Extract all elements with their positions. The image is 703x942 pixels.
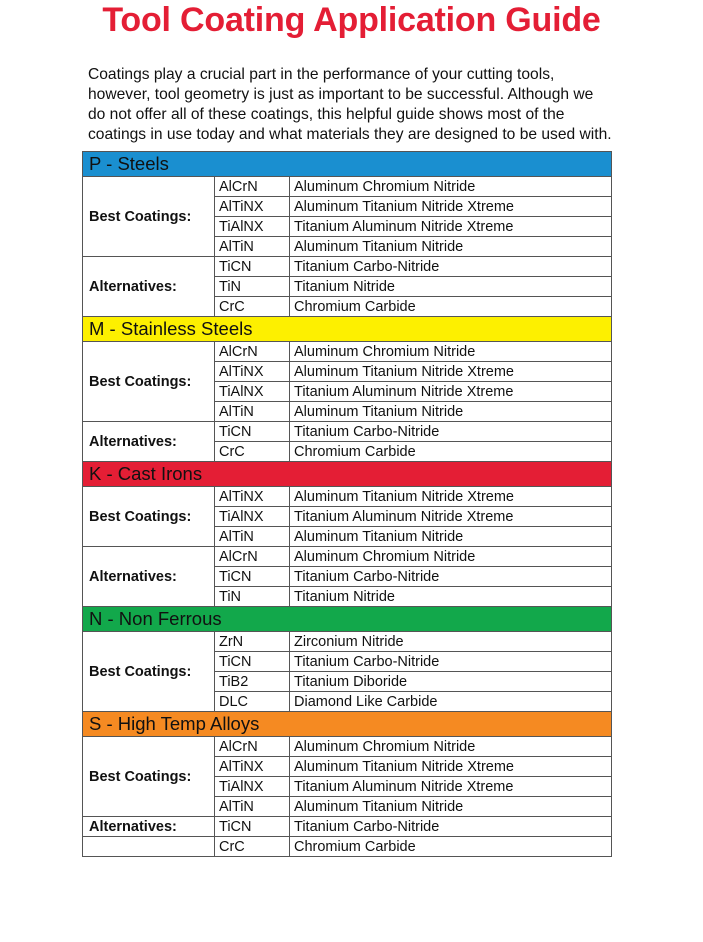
coating-description: Aluminum Chromium Nitride [290,737,612,757]
coating-row [83,342,612,362]
section-header-row [83,462,612,487]
coating-description: Chromium Carbide [290,297,612,317]
coating-description: Aluminum Titanium Nitride Xtreme [290,362,612,382]
coating-description: Zirconium Nitride [290,632,612,652]
coating-row [83,837,612,857]
coating-description: Aluminum Titanium Nitride [290,797,612,817]
coating-code: AlTiN [215,797,290,817]
intro-text: Coatings play a crucial part in the performance of your cutting tools, however, tool geometry is just as important to be successful. Although we do not offer all of these coatings, this helpful guide shows most of the coatings in use today and what materials they are designed to be used with. [88,66,612,143]
group-label: Alternatives: [83,422,215,462]
section-header: M - Stainless Steels [83,317,612,342]
coating-code: TiAlNX [215,507,290,527]
coating-code: AlTiNX [215,362,290,382]
coating-description: Titanium Aluminum Nitride Xtreme [290,382,612,402]
section-header-row [83,712,612,737]
coating-description: Diamond Like Carbide [290,692,612,712]
coating-code: AlCrN [215,737,290,757]
coating-row [83,487,612,507]
coating-code: AlCrN [215,547,290,567]
coating-code: AlTiNX [215,487,290,507]
coating-row [83,177,612,197]
coating-row [83,547,612,567]
coating-code: DLC [215,692,290,712]
coating-code: TiAlNX [215,382,290,402]
coating-description: Titanium Carbo-Nitride [290,817,612,837]
coating-code: TiN [215,277,290,297]
section-header: K - Cast Irons [83,462,612,487]
coating-description: Aluminum Chromium Nitride [290,547,612,567]
coating-code: ZrN [215,632,290,652]
coating-code: AlTiNX [215,197,290,217]
page-title: Tool Coating Application Guide [102,1,601,39]
group-label: Alternatives: [83,257,215,317]
coating-description: Aluminum Titanium Nitride Xtreme [290,197,612,217]
group-label: Best Coatings: [83,342,215,422]
coating-code: AlTiNX [215,757,290,777]
coating-description: Aluminum Chromium Nitride [290,342,612,362]
coating-guide-table [82,151,612,857]
group-label: Best Coatings: [83,177,215,257]
coating-description: Chromium Carbide [290,837,612,857]
coating-code: TiCN [215,567,290,587]
group-label: Best Coatings: [83,737,215,817]
coating-code: TiAlNX [215,217,290,237]
coating-row [83,422,612,442]
coating-description: Titanium Aluminum Nitride Xtreme [290,217,612,237]
coating-code: TiN [215,587,290,607]
section-header-row [83,607,612,632]
intro-paragraph [88,65,612,145]
coating-code: AlCrN [215,177,290,197]
section-header-row [83,317,612,342]
section-header: N - Non Ferrous [83,607,612,632]
coating-code: AlTiN [215,402,290,422]
coating-row [83,257,612,277]
group-label: Alternatives: [83,547,215,607]
coating-description: Aluminum Titanium Nitride [290,402,612,422]
section-header-row [83,152,612,177]
group-label-empty [83,837,215,857]
coating-description: Chromium Carbide [290,442,612,462]
coating-description: Titanium Carbo-Nitride [290,567,612,587]
coating-description: Aluminum Chromium Nitride [290,177,612,197]
coating-code: TiAlNX [215,777,290,797]
coating-code: TiB2 [215,672,290,692]
coating-description: Aluminum Titanium Nitride Xtreme [290,757,612,777]
coating-description: Titanium Nitride [290,277,612,297]
group-label: Best Coatings: [83,632,215,712]
coating-code: CrC [215,442,290,462]
coating-code: TiCN [215,817,290,837]
coating-description: Titanium Carbo-Nitride [290,652,612,672]
coating-description: Aluminum Titanium Nitride Xtreme [290,487,612,507]
group-label: Alternatives: [83,817,215,837]
coating-row [83,737,612,757]
coating-code: CrC [215,297,290,317]
coating-description: Titanium Nitride [290,587,612,607]
coating-code: TiCN [215,422,290,442]
coating-description: Titanium Aluminum Nitride Xtreme [290,777,612,797]
coating-row [83,632,612,652]
coating-code: AlTiN [215,527,290,547]
coating-row [83,817,612,837]
coating-description: Titanium Aluminum Nitride Xtreme [290,507,612,527]
coating-description: Titanium Carbo-Nitride [290,422,612,442]
section-header: P - Steels [83,152,612,177]
coating-code: CrC [215,837,290,857]
coating-description: Aluminum Titanium Nitride [290,527,612,547]
coating-description: Titanium Carbo-Nitride [290,257,612,277]
coating-guide-body [83,152,612,857]
coating-description: Titanium Diboride [290,672,612,692]
section-header: S - High Temp Alloys [83,712,612,737]
group-label: Best Coatings: [83,487,215,547]
coating-code: TiCN [215,652,290,672]
coating-code: AlCrN [215,342,290,362]
coating-code: AlTiN [215,237,290,257]
coating-code: TiCN [215,257,290,277]
coating-description: Aluminum Titanium Nitride [290,237,612,257]
